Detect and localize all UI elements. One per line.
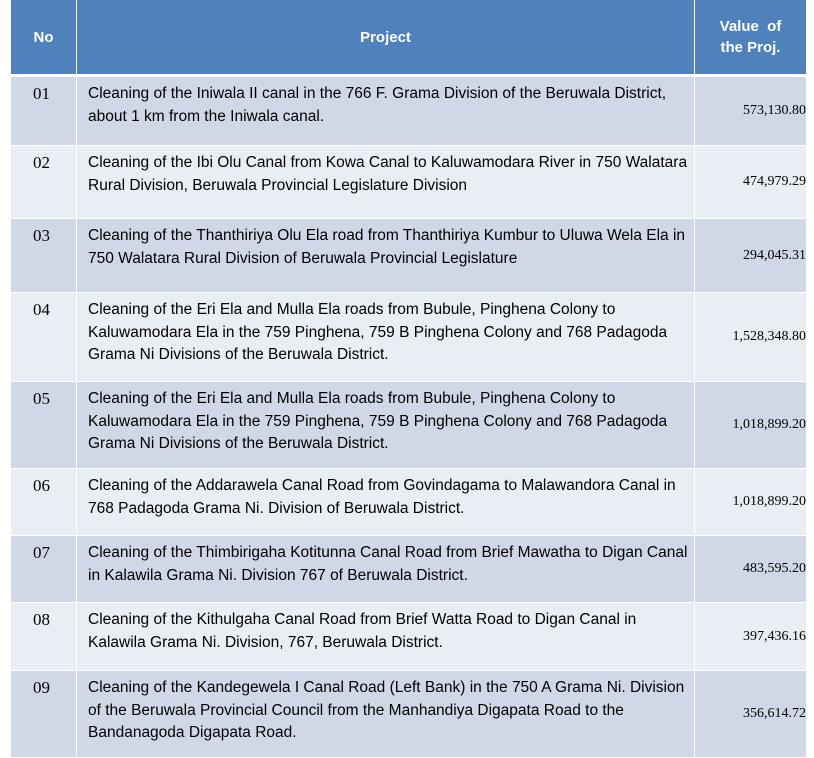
row-value [695,536,807,603]
row-value-text: 573,130.80 [743,103,806,118]
row-value [695,293,807,382]
row-value [695,603,807,671]
row-project: Cleaning of the Kithulgaha Canal Road from Brief Watta Road to Digan Canal in Kalawila Grama Ni. Division, 767, Beruwala District. [77,603,695,671]
row-number: 02 [11,146,77,219]
table-row [11,603,807,671]
row-value [695,382,807,469]
row-value-text: 356,614.72 [743,706,806,721]
header-value-line1: Value of [719,18,782,35]
header-project: Project [77,0,695,76]
table-row [11,671,807,758]
row-value [695,671,807,758]
table-row [11,536,807,603]
row-number: 08 [11,603,77,671]
row-number: 03 [11,219,77,293]
row-number: 06 [11,469,77,536]
header-no: No [11,0,77,76]
table-row [11,469,807,536]
row-number: 04 [11,293,77,382]
row-value-text: 1,018,899.20 [732,494,806,509]
row-value [695,219,807,293]
row-project: Cleaning of the Eri Ela and Mulla Ela roads from Bubule, Pinghena Colony to Kaluwamodara Ela in the 759 Pinghena, 759 B Pinghena Colony and 768 Padagoda Grama Ni Divisions of the Beruwala District. [77,382,695,469]
table-row [11,76,807,146]
row-number: 01 [11,76,77,146]
row-value [695,76,807,146]
projects-table [10,0,807,758]
row-project: Cleaning of the Iniwala II canal in the 766 F. Grama Division of the Beruwala District, about 1 km from the Iniwala canal. [77,76,695,146]
row-value-text: 397,436.16 [743,628,806,644]
row-value [695,469,807,536]
row-project: Cleaning of the Eri Ela and Mulla Ela roads from Bubule, Pinghena Colony to Kaluwamodara Ela in the 759 Pinghena, 759 B Pinghena Colony and 768 Padagoda Grama Ni Divisions of the Beruwala District. [77,293,695,382]
table-row [11,146,807,219]
row-value [695,146,807,219]
row-project: Cleaning of the Ibi Olu Canal from Kowa Canal to Kaluwamodara River in 750 Walatara Rural Division, Beruwala Provincial Legislature Division [77,146,695,219]
row-project: Cleaning of the Thanthiriya Olu Ela road from Thanthiriya Kumbur to Uluwa Wela Ela in 750 Walatara Rural Division of Beruwala Provincial Legislature [77,219,695,293]
header-value [695,0,807,76]
table-row [11,382,807,469]
row-number: 05 [11,382,77,469]
row-value-text: 1,528,348.80 [732,329,806,344]
row-number: 09 [11,671,77,758]
row-number: 07 [11,536,77,603]
row-value-text: 483,595.20 [743,561,806,576]
row-project: Cleaning of the Kandegewela I Canal Road (Left Bank) in the 750 A Grama Ni. Division of the Beruwala Provincial Council from the Manhandiya Digapata Road to the Bandanagoda Digapata Road. [77,671,695,758]
row-project: Cleaning of the Thimbirigaha Kotitunna Canal Road from Brief Mawatha to Digan Canal in Kalawila Grama Ni. Division 767 of Beruwala District. [77,536,695,603]
table-header-row [11,0,807,76]
header-value-line2: the Proj. [720,39,781,56]
table-row [11,293,807,382]
row-value-text: 474,979.29 [743,174,806,189]
table-row [11,219,807,293]
row-value-text: 1,018,899.20 [732,417,806,432]
row-value-text: 294,045.31 [743,247,806,263]
row-project: Cleaning of the Addarawela Canal Road from Govindagama to Malawandora Canal in 768 Padagoda Grama Ni. Division of Beruwala District. [77,469,695,536]
